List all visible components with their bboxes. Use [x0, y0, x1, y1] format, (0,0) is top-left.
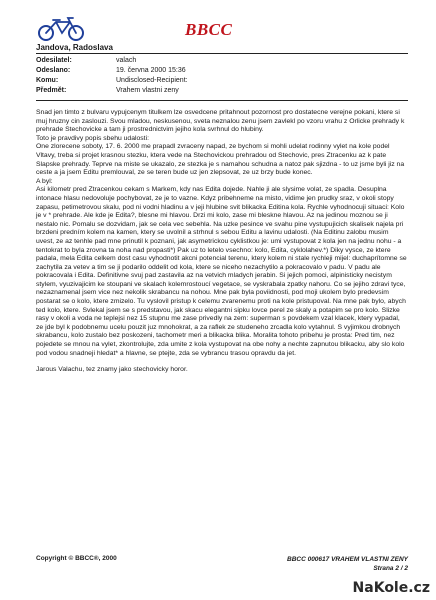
- paragraph-short: A byl:: [36, 177, 53, 185]
- field-value: Undisclosed-Recipient:: [116, 77, 188, 84]
- field-label: Odeslano:: [36, 67, 71, 74]
- document-reference: [242, 555, 408, 573]
- page-number: Strana 2 / 2: [373, 565, 408, 572]
- paragraph-main: Asi kilometr pred Ztracenkou cekam s Markem, kdy nas Edita dojede. Nahle ji ale slysime volat, ze spadla. Desuplna intonace hlasu nedovoluje pochybovat, ze je to vazne. Kdyz pribehneme na misto, vidime jen prudky sraz, v okoli stopy zapasu, petimetrovou skalu, pod ni vodni hladinu a v jeji hlubine svit blikacka Editina kola. Rychle vyhodnocuji situaci: Kolo je v * prehrade. Ale kde je Edita?, blesne mi hlavou. Drzi mi kolo, zase mi blesknе hlavou. Az na jedinou moznou se ji nestalo nic. Pomalu se dozvidam, jak se cela vec sebehla. Na uzke pesince ve svahu pine vystupujicich skalisek najela pri brzdeni predním kolem na kamen, ktery se uvolnil a strhnul s sebou Editu a lavinu udalosti. (Na Editinu zalobu musim uvest, ze az tenhle pad mne prinutil k poznani, jak asymetrickou cyklistkou je: umi vystupovat z kola jen na jednu nohu - a tentokrat to byla zrovna ta noha nad propasti*) Pak uz to letelo vsechno: kolo, Edita, cyklolahev.*) Diky vysce, ze ktere padala, mela Edita celkem dost casu vyhodnotit akcni potencial terenu, ktery kolem ni stale rychleji mijel: duchaprítomne se zachytila za vetev a tim se ji podarilo oddelit od kola, ktere se niceho nezachytilo a pokracovalo v padu. V padu ale pokracovala i Edita. Definitivne svuj pad zastavila az na vetvich mladych jerabin. Si jejich pomoci, alpinisticky necistym stylem, vyuzivajicim ke stoupani ve skalach kolemrostoucí vegetace, se vyskrabala zpatky nahoru. Co se jejiho zdravi tyce, nezaznamenal jsem vice nez nekolik skrabancu na nohou. Mne pak byla poviidnosti, pod moji ukolem bylo predevsim postarat se o kolo, ktere zmizelo. Tu vyslovil pristup k celemu zvarenemu proti na kole pristupoval. Na mne pak bylo, abych ted kolo, ktere. Svlekal jsem se s predstavou, jak skacu elegantni sipku lovce perel ze skaly a potapim se pro kolo. Slizke rasy v okoli a voda ne teplejsi nez 15 stupnu me zase privedly na zem: superman s povdekem vzal klacek, ktery vypadal, ze jde byl k podobnemu ucelu pouzit juz mnohokrat, a za raflek ze studeneho zrcadla kolo vytahnul. S vyjimkou drobnych skrabancu, kolo zustalo bez poskozeni, tachometr meri a blikacka blika. Moralita tohoto pribehu je prosta: Pred tim, nez pojedete se mnou na vylet, zkontrolujte, zda umite z kola vystupovat na obe nohy a nechte zapnutou blikacku, aby slo kolo pod vodou snadneji hledat* a hlavne, se ptejte, zda se vybrancu trasou opravdu da jet.: [36, 186, 407, 357]
- author-name: Jandova, Radoslava: [36, 43, 113, 52]
- field-value: 19. června 2000 15:36: [116, 67, 186, 74]
- paragraph-story: One zlorecene soboty, 17. 6. 2000 me prapadl zvraceny napad, ze bychom si mohli udelat rodinny vylet na kole podel Vltavy, treba si projet krasnou stezku, ktera vede na Stechovickou prehradou od Stechovic, pres Ztracenku az k pate Slapske prehrady. Teprve na miste se ukazalo, ze stezka je s namahou schudna a natoz pak sjizdna - to uz jsme byli jiz na ceste a ja jsem Editu premlouval, ze se teren bude uz jen zlepsovat, ze uz brzy bude konec.: [36, 143, 405, 177]
- email-field-sent: [36, 66, 408, 76]
- field-label: Předmět:: [36, 87, 67, 94]
- paragraph-heading: Toto je pravdivy popis sbehu udalosti:: [36, 134, 149, 142]
- header-divider: [36, 53, 408, 54]
- email-field-to: [36, 76, 408, 86]
- field-value: Vrahem vlastni zeny: [116, 87, 179, 94]
- field-label: Odesilatel:: [36, 57, 72, 64]
- brand-title: BBCC: [185, 20, 233, 39]
- email-field-sender: [36, 56, 408, 66]
- bicycle-logo-icon: [36, 16, 88, 42]
- doc-ref: BBCC 000617 VRAHEM VLASTNI ZENY: [287, 556, 408, 563]
- field-value: valach: [116, 57, 137, 64]
- site-watermark: NaKole.cz: [352, 580, 430, 596]
- copyright-notice: Copyright © BBCC®, 2000: [36, 555, 117, 562]
- paragraph-intro: Snad jen timto z bulvaru vypujcenym titulkem lze osvedcene pritahnout pozornost pro dostatecne verejne pokani, ktere si muj hruzny cin zaslouzi. Svou mladou, neskusenou, sveta neznalou zenu jsem zavlekl po vzoru vrahu z Orlicke prehrady k prehrade Stechovicke a tam ji prostrednictvim jejiho kola svrhnul do hlubiny.: [36, 109, 405, 134]
- signature: Jarous Valachu, tez znamy jako stechovicky horor.: [36, 366, 188, 374]
- message-body: [36, 109, 408, 375]
- header-divider-bottom: [36, 100, 408, 101]
- field-label: Komu:: [36, 77, 59, 84]
- email-field-subject: [36, 86, 408, 96]
